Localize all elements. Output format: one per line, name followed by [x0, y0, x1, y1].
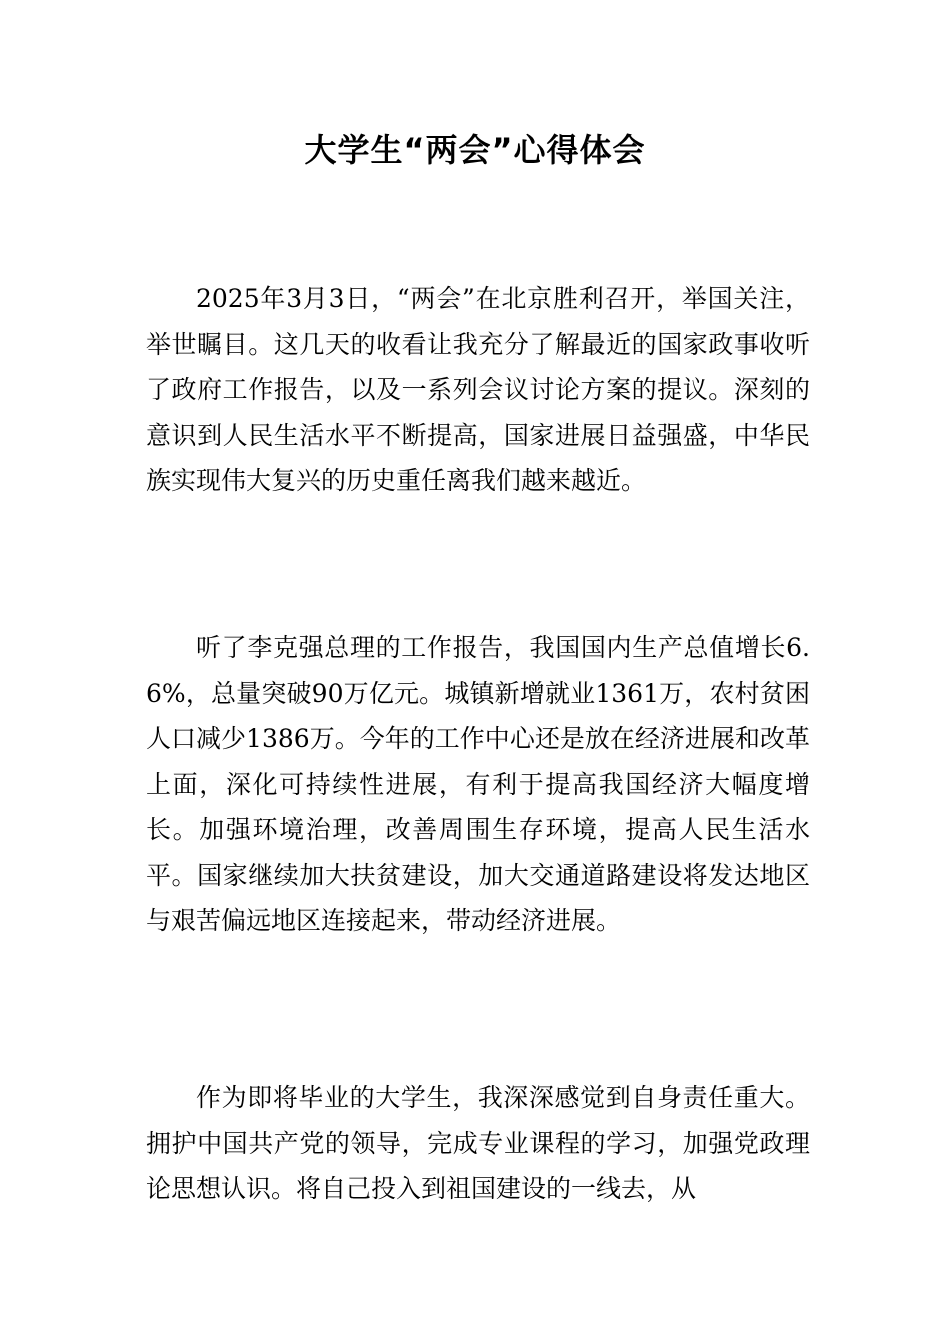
paragraph-3: 作为即将毕业的大学生，我深深感觉到自身责任重大。拥护中国共产党的领导，完成专业课程的学习，加强党政理论思想认识。将自己投入到祖国建设的一线去，从	[146, 1083, 810, 1203]
paragraph-2: 听了李克强总理的工作报告，我国国内生产总值增长6.6%，总量突破90万亿元。城镇新增就业1361万，农村贫困人口减少1386万。今年的工作中心还是放在经济进展和改革上面，深化可持续性进展，有利于提高我国经济大幅度增长。加强环境治理，改善周围生存环境，提高人民生活水平。国家继续加大扶贫建设，加大交通道路建设将发达地区与艰苦偏远地区连接起来，带动经济进展。	[146, 633, 810, 935]
paragraph-1: 2025年3月3日，“两会”在北京胜利召开，举国关注，举世瞩目。这几天的收看让我充分了解最近的国家政事收听了政府工作报告，以及一系列会议讨论方案的提议。深刻的意识到人民生活水平不断提高，国家进展日益强盛，中华民族实现伟大复兴的历史重任离我们越来越近。	[146, 284, 810, 495]
document-title: 大学生“两会”心得体会	[304, 131, 646, 169]
